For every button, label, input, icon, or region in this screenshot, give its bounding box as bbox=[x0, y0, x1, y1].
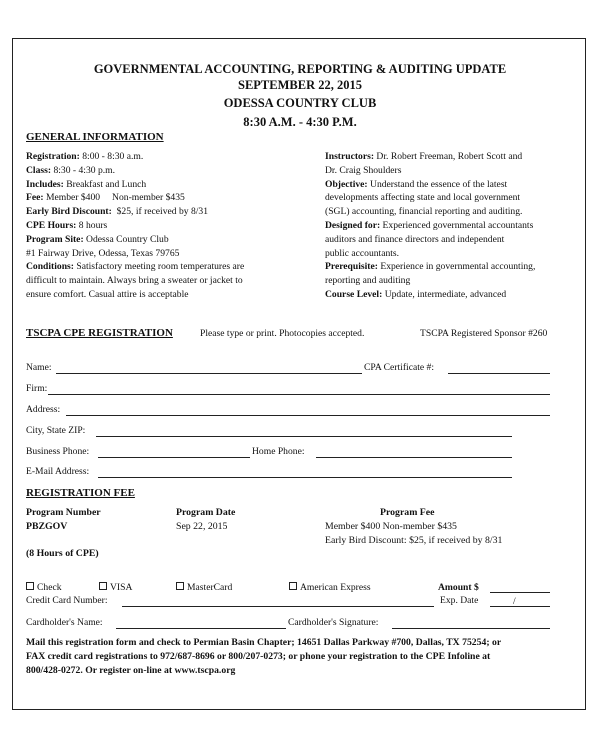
info-right-line bbox=[325, 191, 535, 205]
info-right-line bbox=[325, 164, 535, 178]
amount-label: Amount $ bbox=[438, 582, 479, 593]
program-date-label: Program Date bbox=[176, 507, 236, 518]
registration-fee-heading: REGISTRATION FEE bbox=[26, 487, 135, 499]
home-phone-field[interactable] bbox=[316, 457, 512, 458]
info-left-line bbox=[26, 191, 244, 205]
info-right-line bbox=[325, 274, 535, 288]
general-info-left bbox=[26, 150, 244, 302]
checkbox-icon[interactable] bbox=[26, 582, 34, 590]
info-left-line bbox=[26, 247, 244, 261]
address-label: Address: bbox=[26, 404, 61, 415]
check-option[interactable] bbox=[26, 581, 62, 595]
info-left-line bbox=[26, 219, 244, 233]
firm-label: Firm: bbox=[26, 383, 48, 394]
program-number-label: Program Number bbox=[26, 507, 101, 518]
info-right-value: reporting and auditing bbox=[325, 275, 411, 287]
info-left-label: Conditions: bbox=[26, 261, 74, 273]
info-right-line bbox=[325, 260, 535, 274]
info-left-value: 8:00 - 8:30 a.m. bbox=[79, 151, 144, 162]
info-left-value: Member $400 Non-member $435 bbox=[43, 192, 185, 204]
city-state-zip-label: City, State ZIP: bbox=[26, 425, 86, 436]
info-right-label: Instructors: bbox=[325, 151, 375, 162]
info-left-line bbox=[26, 233, 244, 247]
program-date-value: Sep 22, 2015 bbox=[176, 521, 228, 532]
email-label: E-Mail Address: bbox=[26, 466, 90, 477]
amex-label: American Express bbox=[300, 582, 371, 593]
info-right-value: (SGL) accounting, financial reporting and auditing. bbox=[325, 206, 523, 218]
info-left-value: ensure comfort. Casual attire is acceptable bbox=[26, 288, 189, 300]
info-right-label: Designed for: bbox=[325, 219, 381, 231]
info-right-value: Understand the essence of the latest bbox=[367, 178, 508, 190]
amex-option[interactable] bbox=[289, 581, 371, 595]
info-right-line bbox=[325, 288, 535, 302]
name-label: Name: bbox=[26, 362, 52, 373]
photocopy-note: Please type or print. Photocopies accepted. bbox=[200, 328, 365, 339]
event-venue: ODESSA COUNTRY CLUB bbox=[223, 96, 377, 110]
info-left-label: Includes: bbox=[26, 178, 64, 190]
event-title: GOVERNMENTAL ACCOUNTING, REPORTING & AUDITING UPDATE bbox=[93, 62, 507, 76]
info-left-label: Program Site: bbox=[26, 233, 84, 245]
info-right-line bbox=[325, 219, 535, 233]
exp-date-separator: / bbox=[513, 596, 516, 607]
info-right-line bbox=[325, 178, 535, 192]
amount-field[interactable] bbox=[490, 592, 550, 593]
checkbox-icon[interactable] bbox=[289, 582, 297, 590]
info-left-value: Odessa Country Club bbox=[83, 233, 169, 245]
cardholder-signature-label: Cardholder's Signature: bbox=[288, 617, 379, 628]
info-right-line bbox=[325, 247, 535, 261]
info-left-value: #1 Fairway Drive, Odessa, Texas 79765 bbox=[26, 247, 180, 259]
info-left-value: Satisfactory meeting room temperatures are bbox=[73, 261, 245, 273]
info-right-label: Objective: bbox=[325, 178, 368, 190]
city-state-zip-field[interactable] bbox=[96, 436, 512, 437]
info-left-value: $25, if received by 8/31 bbox=[111, 206, 209, 218]
info-left-line bbox=[26, 260, 244, 274]
info-left-value: 8:30 - 4:30 p.m. bbox=[51, 164, 116, 176]
info-right-label: Prerequisite: bbox=[325, 261, 378, 273]
info-right-value: Experience in governmental accounting, bbox=[377, 261, 536, 273]
cardholder-name-field[interactable] bbox=[116, 628, 286, 629]
firm-field[interactable] bbox=[48, 394, 550, 395]
general-info-heading: GENERAL INFORMATION bbox=[26, 131, 164, 143]
event-time: 8:30 A.M. - 4:30 P.M. bbox=[243, 115, 357, 129]
mail-instructions: Mail this registration form and check to Permian Basin Chapter; 14651 Dallas Parkway #700, Dallas, TX 75254; or bbox=[26, 637, 502, 648]
info-right-value: auditors and finance directors and independent bbox=[325, 233, 505, 245]
info-right-line bbox=[325, 205, 535, 219]
info-left-line bbox=[26, 164, 244, 178]
checkbox-icon[interactable] bbox=[99, 582, 107, 590]
business-phone-field[interactable] bbox=[98, 457, 250, 458]
program-number-value: PBZGOV bbox=[26, 521, 68, 532]
info-left-label: Early Bird Discount: bbox=[26, 206, 112, 218]
info-left-value: difficult to maintain. Always bring a sweater or jacket to bbox=[26, 275, 243, 287]
program-fee-early-bird: Early Bird Discount: $25, if received by 8/31 bbox=[325, 535, 503, 546]
registration-heading: TSCPA CPE REGISTRATION bbox=[26, 327, 173, 339]
fax-instructions: FAX credit card registrations to 972/687-8696 or 800/207-0273; or phone your registration to the CPE Infoline at bbox=[26, 651, 491, 662]
info-left-line bbox=[26, 288, 244, 302]
email-field[interactable] bbox=[98, 477, 512, 478]
info-right-value: developments affecting state and local government bbox=[325, 192, 521, 204]
info-right-label: Course Level: bbox=[325, 288, 383, 300]
info-left-value: 8 hours bbox=[76, 219, 108, 231]
visa-option[interactable] bbox=[99, 581, 132, 595]
mastercard-option[interactable] bbox=[176, 581, 232, 595]
visa-label: VISA bbox=[110, 582, 133, 593]
check-label: Check bbox=[37, 582, 62, 593]
cpa-certificate-label: CPA Certificate #: bbox=[364, 362, 434, 373]
checkbox-icon[interactable] bbox=[176, 582, 184, 590]
info-right-value: Dr. Craig Shoulders bbox=[325, 164, 402, 176]
program-fee-label: Program Fee bbox=[380, 507, 435, 518]
info-right-value: Update, intermediate, advanced bbox=[382, 288, 507, 300]
sponsor-number: TSCPA Registered Sponsor #260 bbox=[420, 328, 548, 339]
address-field[interactable] bbox=[66, 415, 550, 416]
business-phone-label: Business Phone: bbox=[26, 446, 90, 457]
info-left-label: Class: bbox=[26, 164, 52, 176]
info-left-line bbox=[26, 178, 244, 192]
cpe-hours: (8 Hours of CPE) bbox=[26, 548, 99, 559]
online-instructions: 800/428-0272. Or register on-line at www.tscpa.org bbox=[26, 665, 236, 676]
info-right-value: Experienced governmental accountants bbox=[380, 219, 534, 231]
cardholder-signature-field[interactable] bbox=[392, 628, 550, 629]
mastercard-label: MasterCard bbox=[187, 582, 233, 593]
info-left-value: Breakfast and Lunch bbox=[63, 178, 147, 190]
info-left-line bbox=[26, 150, 244, 164]
credit-card-number-label: Credit Card Number: bbox=[26, 595, 108, 606]
credit-card-number-field[interactable] bbox=[122, 606, 434, 607]
name-field[interactable] bbox=[56, 373, 362, 374]
info-right-line bbox=[325, 150, 535, 164]
general-info-right bbox=[325, 150, 535, 302]
info-left-label: Fee: bbox=[26, 192, 44, 204]
info-right-line bbox=[325, 233, 535, 247]
cardholder-name-label: Cardholder's Name: bbox=[26, 617, 103, 628]
info-left-label: Registration: bbox=[26, 151, 80, 162]
info-left-line bbox=[26, 205, 244, 219]
info-right-value: public accountants. bbox=[325, 247, 400, 259]
exp-date-label: Exp. Date bbox=[440, 595, 479, 606]
home-phone-label: Home Phone: bbox=[252, 446, 305, 457]
program-fee-member: Member $400 Non-member $435 bbox=[325, 521, 457, 532]
info-left-label: CPE Hours: bbox=[26, 219, 77, 231]
info-right-value: Dr. Robert Freeman, Robert Scott and bbox=[374, 151, 523, 162]
info-left-line bbox=[26, 274, 244, 288]
cpa-certificate-field[interactable] bbox=[448, 373, 550, 374]
event-date: SEPTEMBER 22, 2015 bbox=[238, 78, 362, 92]
exp-date-field[interactable] bbox=[490, 606, 550, 607]
